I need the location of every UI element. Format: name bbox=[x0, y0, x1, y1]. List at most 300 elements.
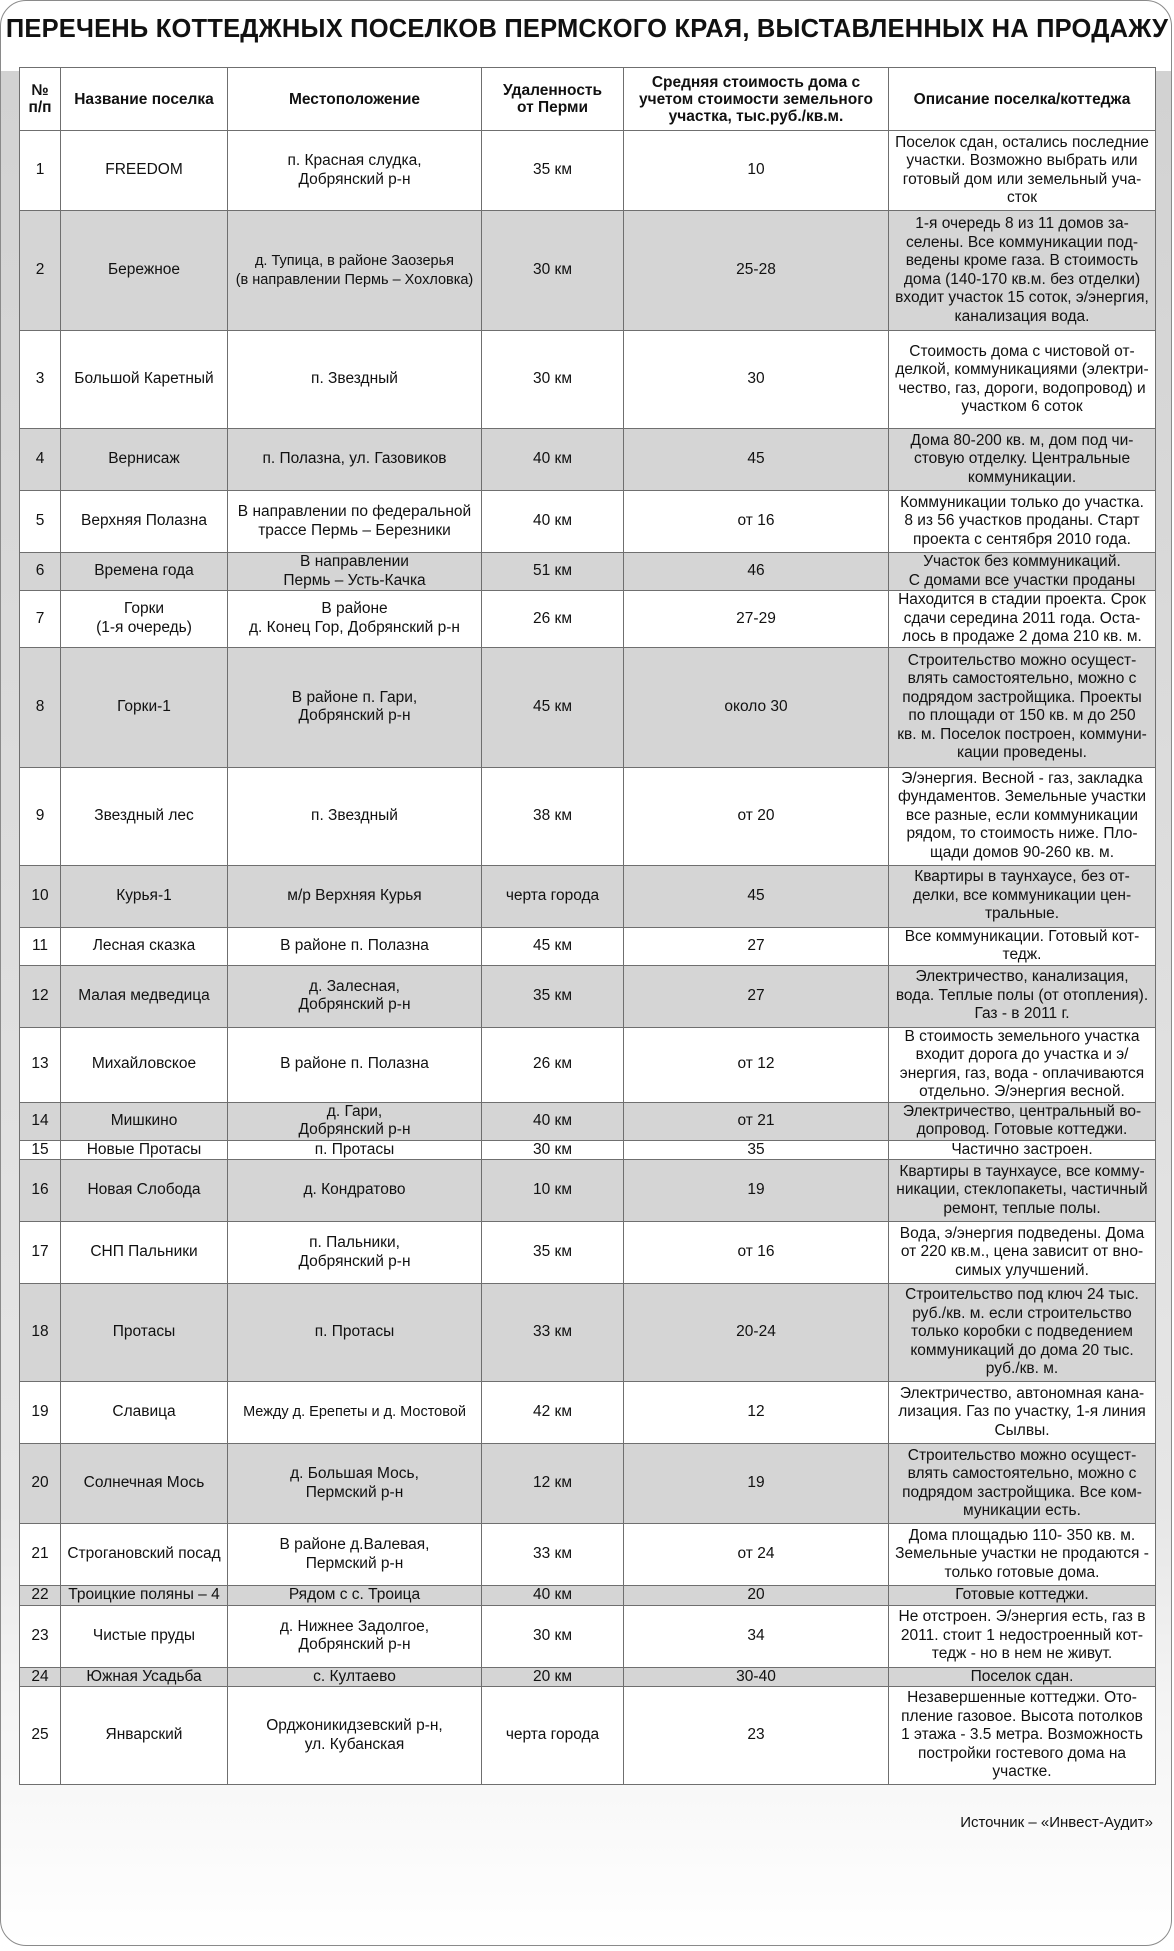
row-number: 8 bbox=[20, 647, 61, 767]
row-number: 4 bbox=[20, 429, 61, 491]
village-distance: 45 км bbox=[482, 647, 624, 767]
village-location-line: В районе п. Полазна bbox=[280, 1055, 429, 1073]
village-price: 12 bbox=[624, 1382, 889, 1444]
table-row bbox=[20, 1222, 1156, 1284]
row-number: 11 bbox=[20, 927, 61, 965]
village-description bbox=[889, 1140, 1156, 1160]
village-price: 35 bbox=[624, 1140, 889, 1160]
table-body bbox=[20, 131, 1156, 1785]
village-location bbox=[228, 1586, 482, 1606]
village-name-line: Троицкие поляны – 4 bbox=[68, 1586, 220, 1603]
table-row bbox=[20, 553, 1156, 591]
village-location-line: (в направлении Пермь – Хохловка) bbox=[235, 271, 474, 288]
village-location-line: п. Звездный bbox=[311, 370, 398, 388]
village-description-line: кв. м. Поселок построен, коммуни- bbox=[897, 725, 1147, 743]
village-price: 45 bbox=[624, 429, 889, 491]
village-description-line: входит участок 15 соток, э/энергия, bbox=[895, 289, 1149, 306]
village-price: около 30 bbox=[624, 647, 889, 767]
village-description-line: коммуникации. bbox=[967, 468, 1077, 486]
village-location bbox=[228, 1687, 482, 1785]
village-description-line: фундаментов. Земельные участки bbox=[897, 788, 1146, 806]
village-location bbox=[228, 131, 482, 211]
source-note: Источник – «Инвест-Аудит» bbox=[960, 1814, 1153, 1831]
village-description-line: ремонт, теплые полы. bbox=[943, 1199, 1101, 1217]
village-location bbox=[228, 1140, 482, 1160]
village-location bbox=[228, 211, 482, 331]
village-name bbox=[61, 1284, 228, 1382]
village-description-line: отдельно. Э/энергия весной. bbox=[919, 1083, 1125, 1100]
village-name bbox=[61, 1524, 228, 1586]
village-location-line: Пермь – Усть-Качка bbox=[283, 571, 426, 589]
village-description-line: 2011. стоит 1 недостроенный кот- bbox=[900, 1626, 1144, 1644]
village-description bbox=[889, 1586, 1156, 1606]
table-row bbox=[20, 211, 1156, 331]
village-description-line: Не отстроен. Э/энергия есть, газ в bbox=[898, 1608, 1146, 1626]
village-description-line: лось в продаже 2 дома 210 кв. м. bbox=[902, 628, 1142, 645]
header-distance-line-2: от Перми bbox=[517, 99, 588, 116]
village-description-line: чество, газ, дороги, водопровод) и bbox=[898, 379, 1146, 397]
village-name bbox=[61, 429, 228, 491]
village-distance: 30 км bbox=[482, 211, 624, 331]
village-location bbox=[228, 767, 482, 865]
village-name-line: Чистые пруды bbox=[92, 1626, 196, 1644]
village-description-line: никации, стеклопакеты, частичный bbox=[896, 1181, 1148, 1199]
village-location-line: д. Конец Гор, Добрянский р-н bbox=[249, 618, 460, 636]
village-name bbox=[61, 1222, 228, 1284]
village-description bbox=[889, 1222, 1156, 1284]
village-distance: 10 км bbox=[482, 1160, 624, 1222]
table-row bbox=[20, 131, 1156, 211]
village-location-line: Добрянский р-н bbox=[298, 1121, 411, 1138]
village-description-line: щади домов 90-260 кв. м. bbox=[929, 843, 1115, 861]
village-description-line: ведены кроме газа. В стоимость bbox=[905, 252, 1139, 269]
village-name-line: Верхняя Полазна bbox=[80, 512, 207, 530]
village-name bbox=[61, 1027, 228, 1102]
village-description bbox=[889, 591, 1156, 648]
village-description-line: Коммуникации только до участка. bbox=[900, 493, 1144, 511]
village-description bbox=[889, 865, 1156, 927]
village-description-line: Электричество, центральный во- bbox=[902, 1102, 1142, 1120]
table-row bbox=[20, 429, 1156, 491]
village-distance: 40 км bbox=[482, 1586, 624, 1606]
village-description-line: Сылвы. bbox=[994, 1421, 1050, 1439]
village-location-line: В районе п. Полазна bbox=[280, 936, 429, 954]
village-description-line: делкой, коммуникациями (электри- bbox=[895, 361, 1149, 378]
table-row bbox=[20, 927, 1156, 965]
village-name-line: Протасы bbox=[112, 1323, 176, 1341]
village-description bbox=[889, 331, 1156, 429]
table-row bbox=[20, 591, 1156, 648]
village-price: 30-40 bbox=[624, 1667, 889, 1687]
village-location bbox=[228, 1667, 482, 1687]
table-row bbox=[20, 1382, 1156, 1444]
table-row bbox=[20, 1102, 1156, 1140]
village-location-line: п. Полазна, ул. Газовиков bbox=[262, 450, 447, 468]
village-name-line: Горки bbox=[123, 600, 165, 618]
village-location-line: В направлении по федеральной bbox=[237, 503, 472, 520]
village-price: от 12 bbox=[624, 1027, 889, 1102]
village-description-line: Поселок сдан, остались последние bbox=[895, 133, 1149, 151]
village-description-line: участке. bbox=[992, 1763, 1052, 1781]
village-distance: 26 км bbox=[482, 1027, 624, 1102]
village-location-line: п. Красная слудка, bbox=[287, 152, 422, 169]
row-number: 23 bbox=[20, 1605, 61, 1667]
village-distance: черта города bbox=[482, 1687, 624, 1785]
village-description-line: постройки гостевого дома на bbox=[917, 1744, 1127, 1762]
village-description-line: тральные. bbox=[984, 905, 1060, 923]
village-description bbox=[889, 1524, 1156, 1586]
village-description-line: Участок без коммуникаций. bbox=[923, 553, 1121, 570]
village-description-line: коммуникаций до дома 20 тыс. bbox=[910, 1341, 1134, 1359]
village-location-line: В районе п. Гари, bbox=[291, 688, 418, 706]
village-location bbox=[228, 1027, 482, 1102]
village-distance: 38 км bbox=[482, 767, 624, 865]
village-name-line: Солнечная Мось bbox=[83, 1474, 205, 1492]
village-distance: 40 км bbox=[482, 1102, 624, 1140]
village-name-line: Бережное bbox=[107, 261, 181, 279]
village-price: 30 bbox=[624, 331, 889, 429]
village-description-line: муникации есть. bbox=[963, 1502, 1081, 1519]
village-name bbox=[61, 1605, 228, 1667]
table-row bbox=[20, 1605, 1156, 1667]
village-description-line: Находится в стадии проекта. Срок bbox=[898, 591, 1146, 608]
village-description-line: руб./кв. м. bbox=[985, 1360, 1059, 1378]
village-location-line: Добрянский р-н bbox=[298, 1636, 411, 1653]
village-distance: 35 км bbox=[482, 1222, 624, 1284]
village-location-line: В районе д.Валевая, bbox=[279, 1536, 430, 1553]
village-distance: 30 км bbox=[482, 1140, 624, 1160]
village-description-line: 1-я очередь 8 из 11 домов за- bbox=[915, 215, 1129, 232]
village-distance: 30 км bbox=[482, 1605, 624, 1667]
village-description bbox=[889, 429, 1156, 491]
header-number-line-1: № bbox=[31, 82, 49, 99]
village-description-line: Стоимость дома с чистовой от- bbox=[909, 342, 1135, 360]
table-row bbox=[20, 965, 1156, 1027]
village-price: 27 bbox=[624, 965, 889, 1027]
village-description bbox=[889, 1667, 1156, 1687]
village-distance: 40 км bbox=[482, 491, 624, 553]
village-distance: 33 км bbox=[482, 1284, 624, 1382]
row-number: 15 bbox=[20, 1140, 61, 1160]
village-description bbox=[889, 965, 1156, 1027]
village-name bbox=[61, 927, 228, 965]
village-price: 27-29 bbox=[624, 591, 889, 648]
village-description bbox=[889, 647, 1156, 767]
village-location bbox=[228, 927, 482, 965]
village-description-line: Готовые коттеджи. bbox=[955, 1586, 1089, 1603]
village-description-line: участком 6 соток bbox=[961, 398, 1083, 415]
village-description bbox=[889, 1027, 1156, 1102]
village-location bbox=[228, 1284, 482, 1382]
village-location bbox=[228, 553, 482, 591]
village-name bbox=[61, 331, 228, 429]
row-number: 6 bbox=[20, 553, 61, 591]
village-name-line: Южная Усадьба bbox=[86, 1667, 202, 1685]
table-row bbox=[20, 865, 1156, 927]
row-number: 17 bbox=[20, 1222, 61, 1284]
village-distance: 12 км bbox=[482, 1444, 624, 1524]
village-location bbox=[228, 331, 482, 429]
village-description-line: рядом, то стоимость ниже. Пло- bbox=[906, 825, 1138, 843]
village-name-line: Большой Каретный bbox=[74, 370, 214, 388]
village-name-line: Январский bbox=[105, 1726, 183, 1744]
village-location-line: В районе bbox=[321, 600, 388, 618]
village-description-line: готовый дом или земельный уча- bbox=[902, 170, 1142, 188]
village-description-line: тедж - но в нем не живут. bbox=[931, 1645, 1113, 1663]
village-description-line: проекта с сентября 2010 года. bbox=[913, 530, 1131, 548]
village-description bbox=[889, 1605, 1156, 1667]
village-location-line: п. Звездный bbox=[311, 806, 398, 824]
village-name bbox=[61, 647, 228, 767]
village-distance: 40 км bbox=[482, 429, 624, 491]
village-description-line: Строительство можно осущест- bbox=[907, 1446, 1137, 1464]
village-price: 34 bbox=[624, 1605, 889, 1667]
village-description-line: Вода, э/энергия подведены. Дома bbox=[899, 1224, 1145, 1242]
table-row bbox=[20, 647, 1156, 767]
village-name-line: Строгановский посад bbox=[67, 1545, 221, 1563]
village-name-line: Времена года bbox=[94, 562, 194, 580]
header-distance-line-1: Удаленность bbox=[502, 82, 603, 99]
row-number: 16 bbox=[20, 1160, 61, 1222]
village-name bbox=[61, 1444, 228, 1524]
village-description-line: руб./кв. м. если строительство bbox=[912, 1304, 1132, 1322]
village-location-line: д. Большая Мось, bbox=[290, 1465, 419, 1482]
village-description-line: влять самостоятельно, можно с bbox=[907, 670, 1137, 687]
table-row bbox=[20, 331, 1156, 429]
table-row bbox=[20, 1586, 1156, 1606]
village-name bbox=[61, 1160, 228, 1222]
village-distance: 35 км bbox=[482, 131, 624, 211]
village-description bbox=[889, 491, 1156, 553]
table-row bbox=[20, 1524, 1156, 1586]
table-row bbox=[20, 1027, 1156, 1102]
village-distance: 30 км bbox=[482, 331, 624, 429]
village-description-line: Строительство можно осущест- bbox=[907, 651, 1137, 669]
header-description: Описание поселка/коттеджа bbox=[889, 68, 1156, 131]
row-number: 2 bbox=[20, 211, 61, 331]
header-price-line-1: Средняя стоимость дома с bbox=[651, 73, 861, 91]
village-name-line: Мишкино bbox=[110, 1111, 178, 1129]
village-description-line: 1 этажа - 3.5 метра. Возможность bbox=[901, 1726, 1143, 1744]
village-name-line: Славица bbox=[112, 1403, 176, 1421]
table-row bbox=[20, 1160, 1156, 1222]
village-location-line: Рядом с с. Троица bbox=[288, 1586, 421, 1603]
village-location-line: д. Кондратово bbox=[303, 1181, 406, 1199]
village-location bbox=[228, 1524, 482, 1586]
village-location bbox=[228, 1102, 482, 1140]
village-description-line: Незавершенные коттеджи. Ото- bbox=[907, 1689, 1137, 1707]
village-description-line: Электричество, канализация, bbox=[915, 968, 1129, 986]
row-number: 3 bbox=[20, 331, 61, 429]
village-description-line: кации проведены. bbox=[957, 744, 1087, 761]
village-name-line: СНП Пальники bbox=[90, 1243, 198, 1261]
village-name bbox=[61, 591, 228, 648]
village-name bbox=[61, 491, 228, 553]
village-distance: 33 км bbox=[482, 1524, 624, 1586]
village-distance: 35 км bbox=[482, 965, 624, 1027]
village-location-line: п. Протасы bbox=[314, 1323, 395, 1341]
row-number: 21 bbox=[20, 1524, 61, 1586]
village-description-line: Газ - в 2011 г. bbox=[974, 1005, 1070, 1023]
row-number: 18 bbox=[20, 1284, 61, 1382]
village-price: 25-28 bbox=[624, 211, 889, 331]
village-location-line: д. Залесная, bbox=[309, 977, 400, 995]
village-location bbox=[228, 1160, 482, 1222]
village-price: от 16 bbox=[624, 1222, 889, 1284]
row-number: 9 bbox=[20, 767, 61, 865]
village-name bbox=[61, 553, 228, 591]
village-description-line: Поселок сдан. bbox=[970, 1667, 1074, 1685]
village-distance: 45 км bbox=[482, 927, 624, 965]
village-price: 45 bbox=[624, 865, 889, 927]
page-title: ПЕРЕЧЕНЬ КОТТЕДЖНЫХ ПОСЕЛКОВ ПЕРМСКОГО КРАЯ, ВЫСТАВЛЕННЫХ НА ПРОДАЖУ bbox=[5, 15, 1169, 43]
village-name bbox=[61, 1140, 228, 1160]
row-number: 14 bbox=[20, 1102, 61, 1140]
village-description bbox=[889, 211, 1156, 331]
village-distance: 26 км bbox=[482, 591, 624, 648]
village-location-line: п. Протасы bbox=[314, 1140, 395, 1158]
village-location bbox=[228, 1605, 482, 1667]
village-location-line: с. Култаево bbox=[313, 1667, 396, 1685]
village-location-line: Пермский р-н bbox=[305, 1483, 404, 1501]
village-description-line: дома (140-170 кв.м. без отделки) bbox=[903, 270, 1141, 288]
village-location bbox=[228, 491, 482, 553]
village-name bbox=[61, 1586, 228, 1606]
village-name-line: FREEDOM bbox=[105, 161, 183, 179]
village-location-line: д. Гари, bbox=[326, 1102, 383, 1120]
village-description-line: Дома 80-200 кв. м, дом под чи- bbox=[910, 431, 1134, 449]
village-location-line: Орджоникидзевский р-н, bbox=[266, 1717, 443, 1734]
village-name-line: Малая медведица bbox=[78, 986, 210, 1004]
header-number bbox=[20, 68, 61, 131]
village-description bbox=[889, 553, 1156, 591]
village-description-line: 8 из 56 участков проданы. Старт bbox=[904, 512, 1140, 530]
village-description-line: от 220 кв.м., цена зависит от вно- bbox=[900, 1243, 1144, 1261]
village-price: 19 bbox=[624, 1160, 889, 1222]
row-number: 10 bbox=[20, 865, 61, 927]
village-name-line: Новые Протасы bbox=[86, 1140, 202, 1158]
village-description-line: Строительство под ключ 24 тыс. bbox=[905, 1286, 1139, 1304]
village-description-line: подрядом застройщика. Все ком- bbox=[902, 1483, 1142, 1501]
village-description-line: все разные, если коммуникации bbox=[905, 806, 1139, 824]
table-row bbox=[20, 1444, 1156, 1524]
village-name bbox=[61, 767, 228, 865]
header-number-line-2: п/п bbox=[28, 99, 52, 116]
village-location-line: В направлении bbox=[300, 553, 409, 570]
village-name bbox=[61, 1102, 228, 1140]
row-number: 5 bbox=[20, 491, 61, 553]
village-name-line: Лесная сказка bbox=[92, 936, 196, 954]
row-number: 22 bbox=[20, 1586, 61, 1606]
village-description bbox=[889, 1444, 1156, 1524]
village-location bbox=[228, 865, 482, 927]
village-location-line: ул. Кубанская bbox=[304, 1735, 405, 1753]
village-location-line: Добрянский р-н bbox=[298, 996, 411, 1013]
village-description bbox=[889, 1284, 1156, 1382]
village-name-line: Михайловское bbox=[91, 1055, 197, 1073]
village-location-line: Пермский р-н bbox=[305, 1554, 404, 1572]
village-description-line: влять самостоятельно, можно с bbox=[907, 1465, 1137, 1482]
row-number: 25 bbox=[20, 1687, 61, 1785]
village-description-line: тедж. bbox=[1002, 946, 1042, 963]
row-number: 1 bbox=[20, 131, 61, 211]
village-name bbox=[61, 965, 228, 1027]
village-name bbox=[61, 1667, 228, 1687]
village-description bbox=[889, 1160, 1156, 1222]
village-description-line: по площади от 150 кв. м до 250 bbox=[908, 707, 1136, 724]
cottage-villages-table bbox=[19, 67, 1156, 1785]
village-price: 46 bbox=[624, 553, 889, 591]
header-name: Название поселка bbox=[61, 68, 228, 131]
village-description-line: входит дорога до участка и э/ bbox=[915, 1046, 1129, 1063]
village-location bbox=[228, 1222, 482, 1284]
village-name bbox=[61, 865, 228, 927]
village-name bbox=[61, 131, 228, 211]
row-number: 12 bbox=[20, 965, 61, 1027]
village-location-line: Между д. Ерепеты и д. Мостовой bbox=[243, 1404, 466, 1421]
village-description bbox=[889, 1382, 1156, 1444]
village-description-line: селены. Все коммуникации под- bbox=[905, 233, 1138, 251]
village-location bbox=[228, 591, 482, 648]
header-price-line-3: участка, тыс.руб./кв.м. bbox=[668, 107, 844, 125]
village-location bbox=[228, 647, 482, 767]
village-description-line: делки, все коммуникации цен- bbox=[912, 886, 1132, 904]
village-name-line: (1-я очередь) bbox=[96, 618, 192, 636]
village-description-line: Квартиры в таунхаусе, все комму- bbox=[899, 1162, 1145, 1180]
table-header-row bbox=[20, 68, 1156, 131]
village-description bbox=[889, 1102, 1156, 1140]
village-location bbox=[228, 1382, 482, 1444]
village-name bbox=[61, 211, 228, 331]
village-description-line: симых улучшений. bbox=[955, 1261, 1089, 1279]
table-row bbox=[20, 1667, 1156, 1687]
table-row bbox=[20, 767, 1156, 865]
village-description bbox=[889, 1687, 1156, 1785]
table-row bbox=[20, 1140, 1156, 1160]
village-location-line: д. Тупица, в районе Заозерья bbox=[254, 253, 455, 269]
village-location-line: Добрянский р-н bbox=[298, 170, 411, 188]
village-price: от 16 bbox=[624, 491, 889, 553]
village-description-line: Квартиры в таунхаусе, без от- bbox=[914, 868, 1130, 886]
header-price bbox=[624, 68, 889, 131]
village-location bbox=[228, 1444, 482, 1524]
row-number: 13 bbox=[20, 1027, 61, 1102]
village-distance: 51 км bbox=[482, 553, 624, 591]
row-number: 20 bbox=[20, 1444, 61, 1524]
village-distance: 20 км bbox=[482, 1667, 624, 1687]
village-name bbox=[61, 1382, 228, 1444]
header-distance bbox=[482, 68, 624, 131]
village-price: 20 bbox=[624, 1586, 889, 1606]
village-price: от 20 bbox=[624, 767, 889, 865]
village-name bbox=[61, 1687, 228, 1785]
village-location bbox=[228, 965, 482, 1027]
village-description-line: Все коммуникации. Готовый кот- bbox=[904, 927, 1140, 945]
village-description-line: лизация. Газ по участку, 1-я линия bbox=[898, 1403, 1146, 1421]
village-description-line: сток bbox=[1006, 189, 1038, 206]
village-distance: черта города bbox=[482, 865, 624, 927]
village-price: 19 bbox=[624, 1444, 889, 1524]
village-location-line: трассе Пермь – Березники bbox=[258, 521, 451, 539]
header-location: Местоположение bbox=[228, 68, 482, 131]
village-description-line: Частично застроен. bbox=[951, 1140, 1093, 1158]
village-description-line: Земельные участки не продаются - bbox=[895, 1545, 1149, 1563]
header-price-line-2: учетом стоимости земельного bbox=[639, 90, 873, 108]
village-description-line: подрядом застройщика. Проекты bbox=[902, 688, 1142, 706]
village-name-line: Звездный лес bbox=[94, 806, 194, 824]
village-description-line: пление газовое. Высота потолков bbox=[901, 1707, 1143, 1725]
village-description-line: стовую отделку. Центральные bbox=[913, 450, 1131, 468]
